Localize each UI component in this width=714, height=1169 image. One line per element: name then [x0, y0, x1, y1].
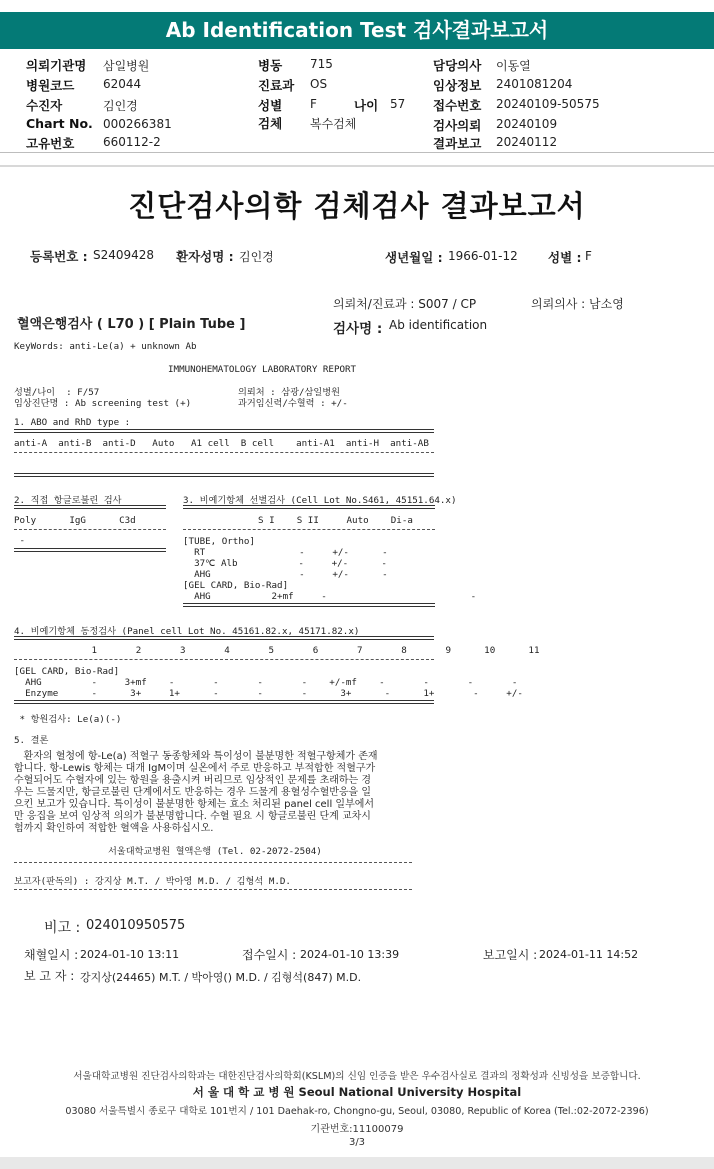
- conclusion-line: 합니다. 항-Lewis 항체는 대개 IgM이며 실온에서 주로 반응하고 부적합한 적혈구가: [14, 763, 376, 774]
- birth-label: 생년월일 :: [385, 250, 443, 265]
- age-value: 57: [390, 97, 406, 111]
- page-number: 3/3: [348, 1137, 366, 1148]
- code-value: 62044: [103, 77, 142, 91]
- conclusion-line: 만 응집을 보여 임상적 의의가 불분명합니다. 수혈 필요 시 항글로불린 단계 교차시: [14, 811, 371, 822]
- sex-value-2: F: [585, 249, 592, 263]
- blood-bank: 서울대학교병원 혈액은행 (Tel. 02-2072-2504): [108, 846, 322, 857]
- exam-section: 혈액은행검사 ( L70 ) [ Plain Tube ]: [17, 317, 246, 332]
- age-label: 나이: [354, 98, 379, 113]
- antigen-test: * 항원검사: Le(a)(-): [14, 714, 122, 725]
- certification-text: 서울대학교병원 진단검사의학과는 대한진단검사의학회(KSLM)의 신임 인증을 받은 우수검사실로 결과의 정확성과 신빙성을 보증합니다.: [73, 1071, 641, 1082]
- section-4-columns: 1 2 3 4 5 6 7 8 9 10 11: [14, 645, 540, 656]
- section-2-value: -: [14, 535, 26, 546]
- examinee-value: 김인경: [103, 99, 138, 113]
- examinee-label: 수진자: [26, 98, 63, 113]
- double-rule: [14, 548, 166, 552]
- single-rule: [14, 889, 412, 890]
- request-value: 20240109: [496, 117, 558, 131]
- doctor-value: 이동열: [496, 59, 531, 73]
- dept-label: 진료과: [258, 78, 295, 93]
- diagnosis: 임상진단명 : Ab screening test (+): [14, 398, 192, 409]
- section-2-columns: Poly IgG C3d: [14, 515, 136, 526]
- unique-label: 고유번호: [26, 136, 75, 151]
- page-bottom-band: [0, 1157, 714, 1169]
- keywords: KeyWords: anti-Le(a) + unknown Ab: [14, 341, 197, 352]
- collect-value: 2024-01-10 13:11: [80, 948, 180, 961]
- row-rt: RT - +/- -: [183, 547, 388, 558]
- request-label: 검사의뢰: [433, 118, 482, 133]
- sex-label-2: 성별 :: [548, 250, 582, 265]
- remark-value: 024010950575: [86, 918, 186, 933]
- history: 과거임신력/수혈력 : +/-: [238, 398, 348, 409]
- reg-label: 등록번호 :: [30, 249, 88, 264]
- hospital-value: 삼일병원: [103, 59, 150, 73]
- receive-label: 접수일시 :: [242, 948, 297, 962]
- single-rule: [14, 529, 166, 530]
- double-rule: [14, 429, 434, 433]
- row-alb: 37℃ Alb - +/- -: [183, 558, 387, 569]
- section-1-title: 1. ABO and RhD type :: [14, 417, 131, 428]
- patient-value: 김인경: [239, 250, 274, 264]
- reporter-label: 보 고 자 :: [24, 969, 75, 983]
- report-signers: 보고자(판독의) : 강지상 M.T. / 박아영 M.D. / 김형석 M.D.: [14, 876, 291, 887]
- header-divider: [0, 152, 714, 153]
- accession-label: 접수번호: [433, 98, 482, 113]
- doctor-label: 담당의사: [433, 58, 482, 73]
- ward-label: 병동: [258, 58, 283, 73]
- double-rule: [14, 473, 434, 477]
- receive-value: 2024-01-10 13:39: [300, 948, 400, 961]
- report-date-value: 2024-01-11 14:52: [539, 948, 639, 961]
- single-rule: [14, 452, 434, 453]
- row-gel-ahg: AHG 2+mf - -: [183, 591, 477, 602]
- single-rule: [183, 529, 435, 530]
- lab-title: IMMUNOHEMATOLOGY LABORATORY REPORT: [168, 364, 357, 375]
- code-label: 병원코드: [26, 78, 75, 93]
- sex-value: F: [310, 97, 317, 111]
- birth-value: 1966-01-12: [448, 249, 518, 263]
- double-rule: [14, 636, 434, 640]
- single-rule: [14, 659, 434, 660]
- institution-number: 기관번호:11100079: [310, 1124, 404, 1135]
- patient-label: 환자성명 :: [176, 249, 234, 264]
- gel-heading: [GEL CARD, Bio-Rad]: [183, 580, 289, 591]
- sex-age: 성별/나이 : F/57: [14, 387, 100, 398]
- conclusion-line: 험까지 확인하여 적합한 혈액을 사용하십시오.: [14, 823, 214, 834]
- conclusion-line: 수혈되어도 수혈자에 있는 항원을 용출시켜 버리므로 임상적인 문제를 초래하는 경: [14, 775, 372, 786]
- section-2-title: 2. 직접 항글로불린 검사: [14, 495, 122, 506]
- footer-address: 03080 서울특별시 종로구 대학로 101번지 / 101 Daehak-ro, Chongno-gu, Seoul, 03080, Republic of Korea (Tel.:02-2072-2396): [65, 1106, 649, 1117]
- report-date-label: 보고일시 :: [483, 948, 538, 962]
- section-4-title: 4. 비예기항체 동정검사 (Panel cell Lot No. 45161.82.x, 45171.82.x): [14, 626, 360, 637]
- collect-label: 채혈일시 :: [24, 948, 79, 962]
- unique-value: 660112-2: [103, 135, 161, 149]
- section-3-title: 3. 비예기항체 선별검사 (Cell Lot No.S461, 45151.64.x): [183, 495, 457, 506]
- chart-label: Chart No.: [26, 116, 93, 131]
- header-divider-2: [0, 165, 714, 167]
- section-1-columns: anti-A anti-B anti-D Auto A1 cell B cell anti-A1 anti-H anti-AB: [14, 438, 429, 449]
- result-label: 결과보고: [433, 136, 482, 151]
- dept-value: OS: [310, 77, 328, 91]
- tube-heading: [TUBE, Ortho]: [183, 536, 255, 547]
- exam-name-label: 검사명 :: [333, 321, 383, 337]
- section-3-columns: S I S II Auto Di-a: [258, 515, 413, 526]
- client: 의뢰처 : 삼광/삼일병원: [238, 387, 341, 398]
- specimen-value: 복수검체: [310, 117, 357, 131]
- row-panel-enzyme: Enzyme - 3+ 1+ - - - 3+ - 1+ - +/-: [14, 688, 523, 699]
- double-rule: [14, 505, 166, 509]
- clinic-value: 2401081204: [496, 77, 573, 91]
- accession-value: 20240109-50575: [496, 97, 600, 111]
- gel-heading-2: [GEL CARD, Bio-Rad]: [14, 666, 120, 677]
- reporter-value: 강지상(24465) M.T. / 박아영() M.D. / 김형석(847) M.D.: [80, 971, 362, 984]
- header-info: [0, 50, 714, 152]
- double-rule: [183, 505, 435, 509]
- ref-doctor: 의뢰의사 : 남소영: [531, 297, 624, 311]
- clinic-label: 임상정보: [433, 78, 482, 93]
- conclusion-line: 우는 드물지만, 항글로불린 단계에서도 반응하는 경우 드물게 용혈성수혈반응을 일: [14, 787, 372, 798]
- reg-value: S2409428: [93, 248, 155, 262]
- specimen-label: 검체: [258, 116, 283, 131]
- row-panel-ahg: AHG - 3+mf - - - - +/-mf - - - -: [14, 677, 518, 688]
- remark-label: 비고 :: [44, 920, 81, 936]
- result-value: 20240112: [496, 135, 558, 149]
- conclusion-line: 환자의 혈청에 항-Le(a) 적혈구 동종항체와 특이성이 불분명한 적혈구항체가 존재: [14, 751, 378, 762]
- section-5-title: 5. 결론: [14, 735, 49, 746]
- ref-dept: 의뢰처/진료과 : S007 / CP: [333, 297, 477, 311]
- exam-name: Ab identification: [389, 318, 488, 332]
- single-rule: [14, 862, 412, 863]
- row-ahg: AHG - +/- -: [183, 569, 388, 580]
- report-banner: Ab Identification Test 검사결과보고서: [0, 12, 714, 49]
- double-rule: [183, 603, 435, 607]
- chart-value: 000266381: [103, 117, 172, 131]
- hospital-label: 의뢰기관명: [26, 58, 87, 73]
- conclusion-line: 으킨 보고가 있습니다. 특이성이 불분명한 항체는 효소 처리된 panel cell 일부에서: [14, 799, 375, 810]
- sex-label: 성별: [258, 98, 283, 113]
- footer-hospital: 서 울 대 학 교 병 원 Seoul National University Hospital: [192, 1085, 522, 1099]
- ward-value: 715: [310, 57, 333, 71]
- double-rule: [14, 700, 434, 704]
- report-title: 진단검사의학 검체검사 결과보고서: [128, 189, 586, 223]
